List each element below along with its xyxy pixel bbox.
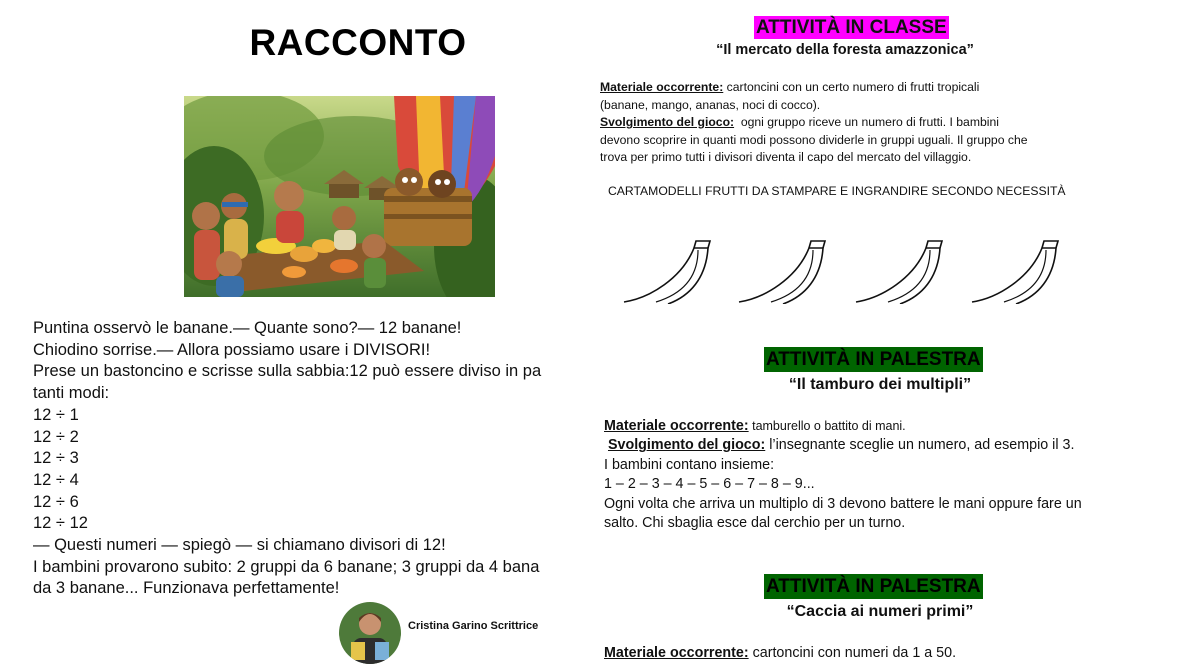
story-line: 12 ÷ 4: [33, 470, 79, 489]
story-line: — Questi numeri — spiegò — si chiamano divisori di 12!: [33, 536, 446, 555]
story-line: 12 ÷ 12: [33, 514, 88, 533]
activity1-heading: ATTIVITÀ IN CLASSE: [756, 17, 947, 38]
story-line: I bambini provarono subito: 2 gruppi da 6 banane; 3 gruppi da 4 bana: [33, 557, 540, 576]
activity2-line: salto. Chi sbaglia esce dal cerchio per un turno.: [604, 515, 906, 532]
activity2-body: [604, 417, 1164, 533]
banana-template-1: [620, 238, 720, 304]
procedure-label: Svolgimento del gioco:: [607, 437, 766, 454]
activity2-heading: ATTIVITÀ IN PALESTRA: [766, 349, 981, 370]
activity2-line: Ogni volta che arriva un multiplo di 3 devono battere le mani oppure fare un: [604, 495, 1082, 512]
material-text: (banane, mango, ananas, noci di cocco).: [600, 97, 821, 112]
story-line: 12 ÷ 1: [33, 405, 79, 424]
story-line: Prese un bastoncino e scrisse sulla sabbia:12 può essere diviso in pa: [33, 362, 542, 381]
activity1-subtitle: “Il mercato della foresta amazzonica”: [716, 42, 974, 58]
story-line: tanti modi:: [33, 384, 110, 403]
story-line: 12 ÷ 2: [33, 427, 79, 446]
banana-template-4: [968, 238, 1068, 304]
procedure-text: ogni gruppo riceve un numero di frutti. I bambini: [734, 115, 999, 129]
activity3-body: [604, 644, 956, 663]
story-line: Puntina osservò le banane.— Quante sono?— 12 banane!: [33, 319, 462, 337]
procedure-text: devono scoprire in quanti modi possono dividerle in gruppi uguali. Il gruppo che: [600, 132, 1028, 147]
procedure-label: Svolgimento del gioco:: [600, 115, 735, 129]
story-text: [33, 318, 555, 600]
material-text: tamburello o battito di mani.: [748, 419, 906, 433]
activity2-subtitle: “Il tamburo dei multipli”: [788, 376, 972, 393]
activity2-line: I bambini contano insieme:: [604, 456, 775, 473]
story-line: da 3 banane... Funzionava perfettamente!: [33, 579, 340, 598]
material-label: Materiale occorrente:: [604, 418, 749, 434]
banana-template-2: [735, 238, 835, 304]
material-label: Materiale occorrente:: [600, 80, 724, 94]
story-line: 12 ÷ 3: [33, 449, 79, 468]
author-avatar: [339, 602, 401, 664]
procedure-text: l’insegnante sceglie un numero, ad esempio il 3.: [765, 437, 1075, 454]
activity3-subtitle: “Caccia ai numeri primi”: [786, 603, 974, 620]
activity1-body: [600, 79, 1160, 167]
story-illustration: [184, 96, 495, 297]
material-text: cartoncini con numeri da 1 a 50.: [748, 645, 957, 661]
page-title: RACCONTO: [249, 22, 467, 63]
banana-template-3: [852, 238, 952, 304]
author-name: Cristina Garino Scrittrice: [408, 620, 539, 632]
activity3-heading: ATTIVITÀ IN PALESTRA: [766, 576, 981, 597]
story-line: Chiodino sorrise.— Allora possiamo usare i DIVISORI!: [33, 340, 431, 359]
activity2-line: 1 – 2 – 3 – 4 – 5 – 6 – 7 – 8 – 9...: [604, 476, 815, 493]
material-label: Materiale occorrente:: [604, 645, 749, 661]
material-text: cartoncini con un certo numero di frutti tropicali: [723, 80, 980, 94]
story-line: 12 ÷ 6: [33, 492, 79, 511]
procedure-text: trova per primo tutti i divisori diventa il capo del mercato del villaggio.: [600, 150, 972, 164]
templates-note: CARTAMODELLI FRUTTI DA STAMPARE E INGRANDIRE SECONDO NECESSITÀ: [608, 184, 1066, 198]
